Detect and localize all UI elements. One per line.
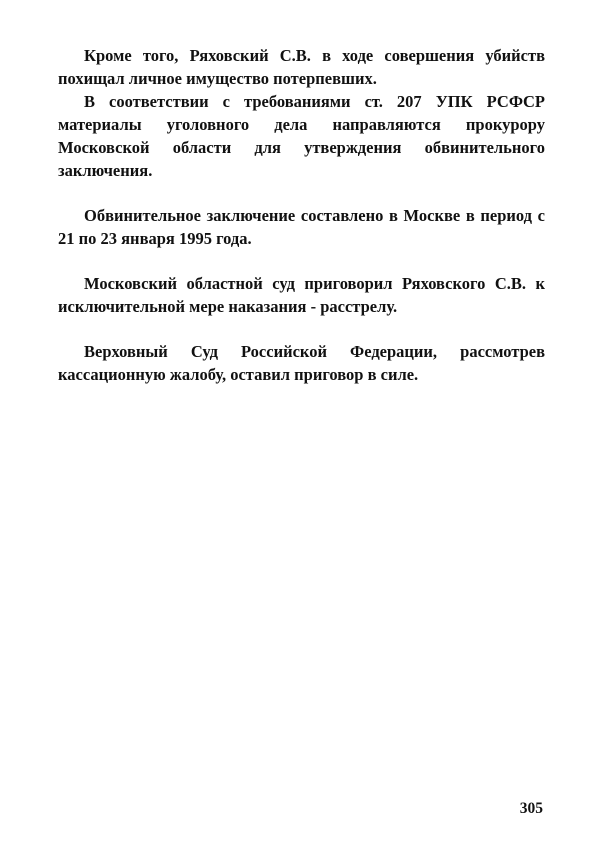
body-text — [58, 44, 545, 386]
paragraph-supreme-court: Верховный Суд Российской Федерации, рассмотрев кассационную жалобу, оставил приговор в силе. — [58, 342, 545, 384]
paragraph-sentence: Московский областной суд приговорил Ряховского С.В. к исключительной мере наказания - расстрелу. — [58, 274, 545, 316]
paragraph-indictment-date: Обвинительное заключение составлено в Москве в период с 21 по 23 января 1995 года. — [58, 206, 545, 248]
paragraph-theft: Кроме того, Ряховский С.В. в ходе совершения убийств похищал личное имущество потерпевших. — [58, 46, 545, 88]
paragraph-case-referral: В соответствии с требованиями ст. 207 УПК РСФСР материалы уголовного дела направляются прокурору Московской области для утверждения обвинительного заключения. — [58, 92, 545, 180]
paragraph-spacer — [58, 318, 545, 340]
paragraph-spacer — [58, 182, 545, 204]
page-number: 305 — [519, 800, 543, 817]
paragraph-spacer — [58, 250, 545, 272]
